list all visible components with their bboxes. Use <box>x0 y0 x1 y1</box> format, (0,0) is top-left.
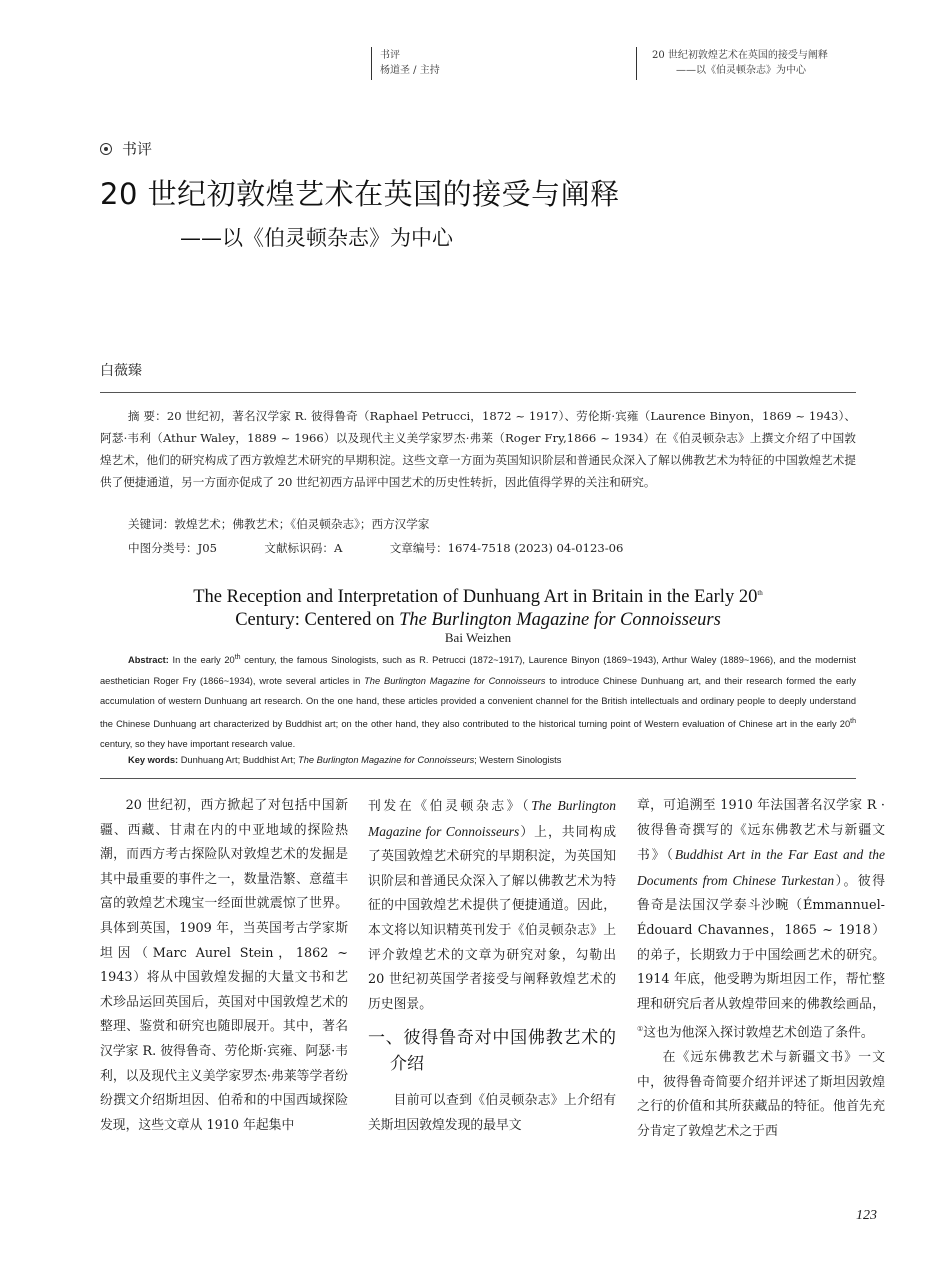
doc-code-value: A <box>333 541 343 555</box>
top-divider <box>100 392 856 393</box>
clc-label: 中图分类号： <box>128 541 198 555</box>
section-label <box>100 138 152 159</box>
keywords-cn <box>128 516 429 532</box>
english-title-sup: th <box>757 589 763 597</box>
col2-text-1: 刊发在《伯灵顿杂志》（ <box>368 799 532 814</box>
abstract-en-label: Abstract: <box>128 655 169 666</box>
abstract-en-part3: to introduce Chinese Dunhuang art, and their research formed the early accumulation of western Dunhuang art research. On the one hand, these articles provided a convenient channel for the British intellectuals and ordinary people to deeply understand the Chinese Dunhuang art characterized by Buddhist art; on the other hand, they also contributed to the historical turning point of Western evaluation of Chinese art in the early 20 <box>100 675 857 729</box>
article-no-label: 文章编号： <box>389 541 448 555</box>
abstract-en-journal: The Burlington Magazine for Connoisseurs <box>364 675 546 686</box>
keywords-en-part1: Dunhuang Art; Buddhist Art; <box>178 755 299 765</box>
body-column-3 <box>637 794 885 1145</box>
body-column-2 <box>368 794 616 1139</box>
abstract-cn-text: 20 世纪初，著名汉学家 R. 彼得鲁奇（Raphael Petrucci，1872 ~ 1917）、劳伦斯·宾雍（Laurence Binyon，1869 ~ 1943）、阿瑟·韦利（Athur Waley，1889 ~ 1966）以及现代主义美学家罗杰·弗莱（Roger Fry,1866 ~ 1934）在《伯灵顿杂志》上撰文介绍了中国敦煌艺术，他们的研究构成了西方敦煌艺术研究的早期积淀。这些文章一方面为英国知识阶层和普通民众深入了解以佛教艺术为特征的中国敦煌艺术提供了便捷通道，另一方面亦促成了 20 世纪初西方品评中国艺术的历史性转折，因此值得学界的关注和研究。 <box>100 409 856 489</box>
col2-text-2: ）上，共同构成了英国敦煌艺术研究的早期积淀，为英国知识阶层和普通民众深入了解以佛教艺术为特征的中国敦煌艺术提供了便捷通道。因此，本文将以知识精英刊发于《伯灵顿杂志》上评介敦煌艺术的文章为研究对象，勾勒出 20 世纪初英国学者接受与阐释敦煌艺术的历史图景。 <box>368 824 616 1012</box>
english-author: Bai Weizhen <box>444 630 512 645</box>
article-subtitle: ——以《伯灵顿杂志》为中心 <box>180 226 453 250</box>
page-number: 123 <box>856 1208 877 1223</box>
english-title-line2-pre: Century: Centered on <box>235 610 400 631</box>
col3-text-2: ）。彼得鲁奇是法国汉学泰斗沙畹（Émmannuel-Édouard Chavannes，1865 ~ 1918）的弟子，长期致力于中国绘画艺术的研究。1914 年底，他受聘为斯坦因工作，帮忙整理和研究后者从敦煌带回来的佛教绘画品， <box>637 873 885 1012</box>
body-paragraph: 20 世纪初，西方掀起了对包括中国新疆、西藏、甘肃在内的中亚地域的探险热潮，而西方考古探险队对敦煌艺术的发掘是其中最重要的事件之一，数量浩繁、意蕴丰富的敦煌艺术瑰宝一经面世就震惊了世界。具体到英国，1909 年，当英国考古学家斯坦因（Marc Aurel Stein，1862 ~ 1943）将从中国敦煌发掘的大量文书和艺术珍品运回英国后，英国对中国敦煌艺术的整理、鉴赏和研究也随即展开。其中，著名汉学家 R. 彼得鲁奇、劳伦斯·宾雍、阿瑟·韦利，以及现代主义美学家罗杰·弗莱等学者纷纷撰文介绍斯坦因、伯希和的中国西域探险发现，这些文章从 1910 年起集中 <box>100 798 348 1133</box>
col2-journal-title: The Burlington Magazine for Connoisseurs <box>368 798 616 839</box>
header-column-name: 书评 <box>380 50 400 61</box>
abstract-en <box>100 648 856 755</box>
body-paragraph <box>368 794 616 1017</box>
header-right <box>652 48 828 78</box>
abstract-cn-label: 摘 要： <box>127 409 167 423</box>
section-label-text: 书评 <box>122 140 153 158</box>
article-no-value: 1674-7518 (2023) 04-0123-06 <box>447 541 624 555</box>
abstract-divider <box>100 778 856 779</box>
header-left-divider <box>371 47 372 80</box>
english-title <box>100 582 856 632</box>
author-name: 白薇臻 <box>100 363 142 379</box>
clc-value: J05 <box>197 541 217 555</box>
bullet-circle-icon <box>100 143 112 155</box>
header-article-subtitle: ——以《伯灵顿杂志》为中心 <box>676 65 806 76</box>
body-paragraph: 在《远东佛教艺术与新疆文书》一文中，彼得鲁奇简要介绍并评述了斯坦因敦煌之行的价值和其所获藏品的特征。他首先充分肯定了敦煌艺术之于西 <box>637 1050 885 1139</box>
english-title-line1: The Reception and Interpretation of Dunhuang Art in Britain in the Early 20 <box>193 587 758 608</box>
classification-line <box>128 540 623 556</box>
header-left <box>380 48 440 78</box>
abstract-en-sup2: th <box>850 717 856 725</box>
keywords-en-journal: The Burlington Magazine for Connoisseurs <box>298 755 475 765</box>
abstract-en-part4: century, so they have important research value. <box>100 739 296 750</box>
abstract-en-sup1: th <box>234 654 241 661</box>
col3-text-3: 这也为他深入探讨敦煌艺术创造了条件。 <box>643 1025 874 1041</box>
header-host: 杨道圣 / 主持 <box>380 65 440 76</box>
keywords-en <box>128 750 856 771</box>
col3-work-title: Buddhist Art in the Far East and the Documents from Chinese Turkestan <box>637 847 885 888</box>
header-article-title: 20 世纪初敦煌艺术在英国的接受与阐释 <box>652 50 828 61</box>
keywords-en-part2: ; Western Sinologists <box>474 755 562 765</box>
col3-text-1: 章，可追溯至 1910 年法国著名汉学家 R · 彼得鲁奇撰写的《远东佛教艺术与新疆文书》（ <box>637 798 885 864</box>
footnote-marker: ① <box>637 1025 644 1034</box>
keywords-en-label: Key words: <box>128 755 179 765</box>
doc-code-label: 文献标识码： <box>264 541 334 555</box>
abstract-en-part2: century, the famous Sinologists, such as R. Petrucci (1872~1917), Laurence Binyon (1869~1943), Arthur Waley (1889~1966), and the modernist aesthetician Roger Fry (1866~1934), wrote several articles in <box>100 655 856 686</box>
body-column-1 <box>100 794 348 1138</box>
abstract-cn <box>100 405 856 493</box>
body-paragraph: 目前可以查到《伯灵顿杂志》上介绍有关斯坦因敦煌发现的最早文 <box>368 1093 616 1133</box>
article-title: 20 世纪初敦煌艺术在英国的接受与阐释 <box>100 177 620 211</box>
abstract-en-part1: In the early 20 <box>168 655 235 666</box>
body-paragraph <box>637 794 885 1046</box>
section-heading: 一、彼得鲁奇对中国佛教艺术的介绍 <box>368 1028 616 1075</box>
english-title-journal: The Burlington Magazine for Connoisseurs <box>399 610 721 631</box>
keywords-cn-label: 关键词： <box>128 517 175 531</box>
keywords-cn-text: 敦煌艺术；佛教艺术；《伯灵顿杂志》；西方汉学家 <box>174 517 430 531</box>
header-right-divider <box>636 47 637 80</box>
